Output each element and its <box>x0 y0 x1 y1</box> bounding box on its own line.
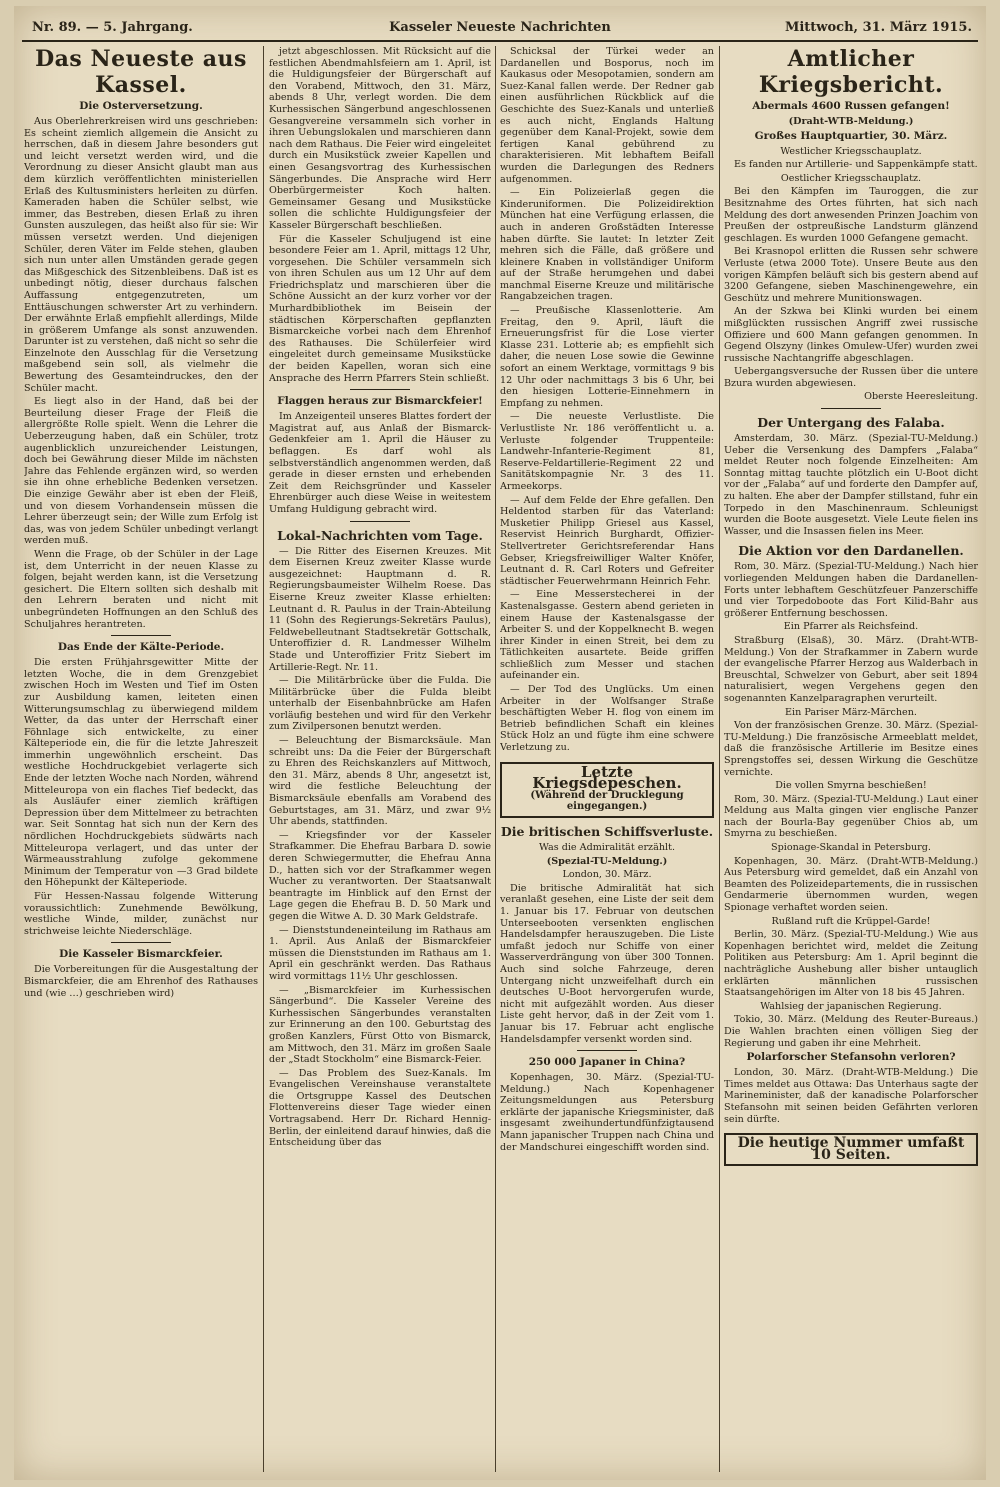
dateline: London, 30. März. <box>562 869 652 881</box>
banner-subtitle: (Während der Drucklegung eingegangen.) <box>530 789 684 813</box>
article-paragraph: Die britische Admiralität hat sich veranlaßt gesehen, eine Liste der seit dem 1. Januar bis 17. Februar von deutschen Unterseebooten versenkten englischen Handelsdampfer herauszugeben. Die Liste umfaßt jedoch nur Schiffe von einer Wasserverdrängung von über 300 Tonnen. Auch sind solche Fahrzeuge, deren Untergang nicht unzweifelhaft durch ein deutsches U-Boot hervorgerufen wurde, nicht mit aufgezählt worden. Aus dieser Liste geht hervor, daß in der Zeit vom 1. Januar bis 17. Februar acht englische Handelsdampfer versenkt worden sind. <box>500 882 714 1045</box>
column-1 <box>24 46 258 1474</box>
article-paragraph: — Auf dem Felde der Ehre gefallen. Den Heldentod starben für das Vaterland: Musketier Philipp Griesel aus Kassel, Reservist Heinrich Burghardt, Offizier-Stellvertreter Gerichtsreferendar Hans Gebser, Kriegsfreiwilliger Walter Knöfer, Leutnant d. R. Carl Roters und Gefreiter städtischer Feuerwehrmann Heinrich Fehr. <box>500 494 714 587</box>
divider <box>350 521 410 522</box>
article-paragraph: Für die Kasseler Schuljugend ist eine besondere Feier am 1. April, mittags 12 Uhr, vorgesehen. Die Schüler versammeln sich von ihren Schulen aus um 12 Uhr auf dem Friedrichsplatz und marschieren über die Schöne Aussicht an der kurz vorher vor der Murhardbibliothek im Beisein der städtischen Körperschaften gepflanzten Bismarckeiche vorbei nach dem Ehrenhof des Rathauses. Die Schülerfeier wird eingeleitet durch gemeinsame Musikstücke der beiden Kapellen, woran sich eine Ansprache des Herrn Pfarrers Stein schließt. <box>269 233 491 384</box>
column-rule <box>495 46 496 1472</box>
article-paragraph: — Die Militärbrücke über die Fulda. Die Militärbrücke über die Fulda bleibt unterhalb der Eisenbahnbrücke am Hafen vorläufig bestehen und wird für den Verkehr zum Zivilpersonen benutzt werden. <box>269 675 491 733</box>
column-4 <box>724 46 978 1474</box>
article-paragraph: — Beleuchtung der Bismarcksäule. Man schreibt uns: Da die Feier der Bürgerschaft zu Ehren des Reichskanzlers auf Mittwoch, den 31. März, abends 8 Uhr, angesetzt ist, wird die festliche Beleuchtung der Bismarcksäule ebenfalls am Vorabend des Geburtstages, am 31. März, und zwar 9½ Uhr abends, stattfinden. <box>269 735 491 828</box>
article-title: Der Untergang des Falaba. <box>757 415 945 431</box>
divider <box>111 942 171 943</box>
article-paragraph: Straßburg (Elsaß), 30. März. (Draht-WTB-Meldung.) Von der Strafkammer in Zabern wurde der evangelische Pfarrer Herzog aus Walderbach in Breuschtal, Schwelzer von Geburt, aber seit 1894 naturalisiert, wegen Vergehens gegen den sogenannten Kanzelparagraphen verurteilt. <box>724 634 978 704</box>
page-count-notice: Die heutige Nummer umfaßt 10 Seiten. <box>724 1133 978 1166</box>
source-note: (Spezial-TU-Meldung.) <box>546 855 668 867</box>
article-paragraph: — Die neueste Verlustliste. Die Verlustliste Nr. 186 veröffentlicht u. a. Verluste folgender Truppenteile: Landwehr-Infanterie-Regiment 81, Reserve-Feldartillerie-Regiment 22 und Sanitätskompagnie Nr. 3 des 11. Armeekorps. <box>500 411 714 492</box>
article-paragraph: London, 30. März. (Draht-WTB-Meldung.) Die Times meldet aus Ottawa: Das Unterhaus sagte der Marineminister, daß der kanadische Polarforscher Stefansohn mit seinen beiden Gefährten verloren sein dürfte. <box>724 1067 978 1125</box>
article-paragraph: Kopenhagen, 30. März. (Draht-WTB-Meldung.) Aus Petersburg wird gemeldet, daß ein Anzahl von Beamten des Polizeidepartements, die in russischen Gendarmerie übernommen wurden, wegen Spionage verhaftet worden seien. <box>724 855 978 914</box>
article-title: Wahlsieg der japanischen Regierung. <box>760 1000 942 1012</box>
article-paragraph: — Eine Messerstecherei in der Kastenalsgasse. Gestern abend gerieten in einem Hause der Kastenalsgasse der Arbeiter S. und der Koppelknecht B. wegen ihrer Kinder in einen Streit, bei dem zu Tätlichkeiten ausartete. Beide griffen schließlich zum Messer und stachen aufeinander ein. <box>500 589 714 682</box>
banner-title: Letzte Kriegsdepeschen. <box>532 762 682 793</box>
article-paragraph: — Der Tod des Unglücks. Um einen Arbeiter in der Wolfsanger Straße beschäftigten Weber H. flog von einem im Betrieb befindlichen Schaft ein kleines Stück Holz an und fügte ihm eine schwere Verletzung zu. <box>500 684 714 754</box>
theater-title: Oestlicher Kriegsschauplatz. <box>780 172 922 184</box>
divider <box>350 389 410 390</box>
column-2 <box>269 46 491 1474</box>
article-subtitle: Was die Admiralität erzählt. <box>538 842 675 853</box>
article-title: Das Ende der Kälte-Periode. <box>57 641 225 654</box>
article-paragraph: — Ein Polizeierlaß gegen die Kinderuniformen. Die Polizeidirektion München hat eine Verfügung erlassen, die auch in anderen Großstädten Interesse haben dürfte. Sie lautet: In letzter Zeit mehren sich die Fälle, daß größere und kleinere Knaben in vollständiger Uniform auf der Straße herumgehen und dabei manchmal Eiserne Kreuze und militärische Rangabzeichen tragen. <box>500 187 714 303</box>
column-rule <box>719 46 720 1472</box>
article-title: Ein Pariser März-Märchen. <box>785 706 917 718</box>
article-title: Rußland ruft die Krüppel-Garde! <box>771 915 931 927</box>
article-paragraph: Uebergangsversuche der Russen über die untere Bzura wurden abgewiesen. <box>724 366 978 389</box>
article-title: Abermals 4600 Russen gefangen! <box>752 100 950 112</box>
theater-title: Westlicher Kriegsschauplatz. <box>780 145 922 157</box>
source-note: (Draht-WTB-Meldung.) <box>788 116 914 127</box>
issue-number: Nr. 89. — 5. Jahrgang. <box>32 20 193 35</box>
article-paragraph: Schicksal der Türkei weder an Dardanellen und Bosporus, noch im Kaukasus oder Mesopotamien, sondern am Suez-Kanal fallen werde. Der Redner gab einen ausführlichen Rückblick auf die Geschichte des Suez-Kanals und unterließ es auch nicht, Englands Haltung gegenüber dem Kanal-Projekt, sowie dem fertigen Kanal gebührend zu charakterisieren. Mit lebhaftem Beifall wurden die Darlegungen des Redners aufgenommen. <box>500 46 714 185</box>
article-paragraph: Die Vorbereitungen für die Ausgestaltung der Bismarckfeier, die am Ehrenhof des Rathauses und (wie …) geschrieben wird) <box>24 964 258 999</box>
article-paragraph: Im Anzeigenteil unseres Blattes fordert der Magistrat auf, aus Anlaß der Bismarck-Gedenkfeier am 1. April die Häuser zu beflaggen. Es darf wohl als selbstverständlich angenommen werden, daß gerade in dieser ernsten und erhebenden Zeit dem Reichsgründer und Kasseler Ehrenbürger auch diese Weise in weitestem Umfang Huldigung gebracht wird. <box>269 411 491 515</box>
article-title: Die britischen Schiffsverluste. <box>500 824 714 839</box>
article-paragraph: Es liegt also in der Hand, daß bei der Beurteilung dieser Frage der Fleiß die allergrößte Rolle spielt. Wenn die Lehrer die Ueberzeugung haben, daß ein Schüler, trotz augenblicklich unzureichender Leistungen, doch bei Gewährung dieser Milde im nächsten Jahre das Fehlende ergänzen wird, so werden sie ihn ohne erhebliche Bedenken versetzen. Die einzige Gewähr aber ist eben der Fleiß, und von diesem Vorhandensein müssen die Lehrer überzeugt sein; der Wille zum Erfolg ist das, was von jedem Schüler unbedingt verlangt werden muß. <box>24 396 258 547</box>
article-title: Die Kasseler Bismarckfeier. <box>59 948 223 961</box>
war-dispatches-banner <box>500 762 714 818</box>
article-paragraph: Bei den Kämpfen im Tauroggen, die zur Besitznahme des Ortes führten, hat sich nach Meldung des dort anwesenden Prinzen Joachim von Preußen der ostpreußische Landsturm glänzend geschlagen. Es wurden 1000 Gefangene gemacht. <box>724 186 978 244</box>
article-paragraph: Tokio, 30. März. (Meldung des Reuter-Bureaus.) Die Wahlen brachten einen völligen Sieg der Regierung und gaben ihr eine Mehrheit. <box>724 1014 978 1049</box>
article-title: Spionage-Skandal in Petersburg. <box>771 842 931 854</box>
article-paragraph: jetzt abgeschlossen. Mit Rücksicht auf die festlichen Abendmahlsfeiern am 1. April, ist die Huldigungsfeier der Bürgerschaft auf den Vorabend, Mittwoch, den 31. März, abends 8 Uhr, verlegt worden. Die dem Kurhessischen Sängerbund angeschlossenen Gesangvereine versammeln sich vorher in ihren Uebungslokalen und marschieren dann nach dem Rathaus. Die Feier wird eingeleitet durch ein Musikstück zweier Kapellen und einen Gesangsvortrag des Kurhessischen Sängerbundes. Die Ansprache wird Herr Oberbürgermeister Koch halten. Gemeinsamer Gesang und Musikstücke sollen die schlichte Huldigungsfeier der Kasseler Bürgerschaft beschließen. <box>269 46 491 231</box>
article-paragraph: — Kriegsfinder vor der Kasseler Strafkammer. Die Ehefrau Barbara D. sowie deren Schwiegermutter, die Ehefrau Anna D., hatten sich vor der Strafkammer wegen Wucher zu verantworten. Der Staatsanwalt beantragte im Hinblick auf den Ernst der Lage gegen die Ehefrau B. D. 50 Mark und gegen die Witwe A. D. 30 Mark Geldstrafe. <box>269 829 491 922</box>
divider <box>821 408 881 409</box>
article-paragraph: Es fanden nur Artillerie- und Sappenkämpfe statt. <box>734 159 978 171</box>
divider <box>577 1050 637 1051</box>
article-title: 250 000 Japaner in China? <box>528 1056 686 1069</box>
divider <box>111 635 171 636</box>
article-paragraph: An der Szkwa bei Klinki wurden bei einem mißglückten russischen Angriff zwei russische Offiziere und 600 Mann gefangen genommen. In Gegend Olszyny (linkes Omulew-Ufer) wurden zwei russische Nachtangriffe abgeschlagen. <box>724 306 978 364</box>
signature: Oberste Heeresleitung. <box>864 391 978 403</box>
article-title: Ein Pfarrer als Reichsfeind. <box>783 621 919 633</box>
article-paragraph: Für Hessen-Nassau folgende Witterung voraussichtlich: Zunehmende Bewölkung, westliche Winde, milder, zunächst nur strichweise leichte Niederschläge. <box>24 891 258 937</box>
article-paragraph: — „Bismarckfeier im Kurhessischen Sängerbund“. Die Kasseler Vereine des Kurhessischen Sängerbundes veranstalten zur Erinnerung an den 100. Geburtstag des großen Kanzlers, Fürst Otto von Bismarck, am Mittwoch, den 31. März im großen Saale der „Stadt Stockholm“ eine Bismarck-Feier. <box>269 984 491 1066</box>
article-paragraph: Die ersten Frühjahrsgewitter Mitte der letzten Woche, die in dem Grenzgebiet zwischen Hoch im Westen und Tief im Osten zur Ausbildung kamen, leiteten einen Witterungsumschlag zu überwiegend mildem Wetter, da das unter der Herrschaft einer Föhnlage sich entwickelte, zu einer Kälteperiode ein, die für die letzte Jahreszeit immerhin ungewöhnlich erscheint. Das westliche Hochdruckgebiet verlagerte sich Ende der letzten Woche nach Norden, während Mitteleuropa von ein flaches Tief bedeckt, das als Ausläufer einer ziemlich kräftigen Depression über dem Mittelmeer zu betrachten war. Seit Sonntag hat sich nun der Kern des nördlichen Hochdruckgebiets südwärts nach Mitteleuropa verlagert, und das unter der Wärmeausstrahlung zufolge gekommene Minimum der Temperatur von —3 Grad bildete den Höhepunkt der Kälteperiode. <box>24 657 258 889</box>
article-paragraph: Rom, 30. März. (Spezial-TU-Meldung.) Laut einer Meldung aus Malta gingen vier englische Panzer nach der Bourla-Bay gegenüber Chios ab, um Smyrna zu beschießen. <box>724 793 978 840</box>
section-headline: Amtlicher Kriegsbericht. <box>758 46 944 98</box>
article-title: Die vollen Smyrna beschießen! <box>775 780 927 792</box>
article-paragraph: — Dienststundeneinteilung im Rathaus am 1. April. Aus Anlaß der Bismarckfeier müssen die Dienststunden im Rathaus am 1. April ein geschränkt werden. Das Rathaus wird vormittags 11½ Uhr geschlossen. <box>269 924 491 982</box>
masthead <box>22 16 978 42</box>
article-title: Flaggen heraus zur Bismarckfeier! <box>277 395 483 408</box>
article-paragraph: Berlin, 30. März. (Spezial-TU-Meldung.) Wie aus Kopenhagen berichtet wird, meldet die Zeitung Politiken aus Petersburg: Am 1. April beginnt die nachträgliche Aushebung aller bisher untauglich erklärten männlichen russischen Staatsangehörigen im Alter von 18 bis 45 Jahren. <box>724 929 978 999</box>
article-paragraph: — Die Ritter des Eisernen Kreuzes. Mit dem Eisernen Kreuz zweiter Klasse wurde ausgezeichnet: Hauptmann d. R. Regierungsbaumeister Wilhelm Roese. Das Eiserne Kreuz zweiter Klasse erhielten: Leutnant d. R. Paulus in der Train-Abteilung 11 (Sohn des Regierungs-Sekretärs Paulus), Feldwebelleutnant Stadtsekretär Gottschalk, Unteroffizier d. R. Landmesser Wilhelm Stade und Unteroffizier Fritz Siebert im Artillerie-Regt. Nr. 11. <box>269 545 491 673</box>
article-paragraph: Rom, 30. März. (Spezial-TU-Meldung.) Nach hier vorliegenden Meldungen haben die Dardanellen-Forts unter lebhaftem Geschützfeuer Panzerschiffe und vier Torpedoboote das Fort Kilid-Bahr aus größerer Entfernung beschossen. <box>724 561 978 619</box>
article-title: Polarforscher Stefansohn verloren? <box>746 1051 956 1064</box>
article-paragraph: Bei Krasnopol erlitten die Russen sehr schwere Verluste (etwa 2000 Tote). Unsere Beute aus den vorigen Kämpfen beläuft sich bis gestern abend auf 3200 Gefangene, sieben Maschinengewehre, ein Geschütz und mehrere Munitionswagen. <box>724 246 978 304</box>
article-title: Die Aktion vor den Dardanellen. <box>738 543 964 559</box>
article-paragraph: Von der französischen Grenze. 30. März. (Spezial-TU-Meldung.) Die französische Armeeblatt meldet, daß die französische Artillerie im Besitze eines Sprengstoffes sei, dessen Wirkung die Geschütze vernichte. <box>724 720 978 778</box>
article-paragraph: Kopenhagen, 30. März. (Spezial-TU-Meldung.) Nach Kopenhagener Zeitungsmeldungen aus Petersburg erklärte der japanische Kriegsminister, daß insgesamt zweihundertundfünfzigtausend Mann japanischer Truppen nach China und der Mandschurei eingeschifft worden sind. <box>500 1072 714 1153</box>
article-paragraph: Amsterdam, 30. März. (Spezial-TU-Meldung.) Ueber die Versenkung des Dampfers „Falaba“ meldet Reuter noch folgende Einzelheiten: Am Sonntag mittag tauchte plötzlich ein U-Boot dicht vor der „Falaba“ auf und forderte den Dampfer auf, zu halten. Ehe aber der Dampfer stillstand, fuhr ein Torpedo in den Maschinenraum. Schleunigst wurden die Boote ausgesetzt. Viele Leute fielen ins Wasser, und die Insassen fielen ins Meer. <box>724 433 978 537</box>
section-headline: Das Neueste aus Kassel. <box>35 46 247 98</box>
article-paragraph: Wenn die Frage, ob der Schüler in der Lage ist, dem Unterricht in der neuen Klasse zu folgen, bejaht werden kann, ist die Versetzung gesichert. Die Eltern sollten sich deshalb mit den Lehrern beraten und nicht mit unbegründeten Hoffnungen an den Schluß des Schuljahres herantreten. <box>24 548 258 630</box>
column-3 <box>500 46 714 1474</box>
column-rule <box>263 46 264 1472</box>
issue-date: Mittwoch, 31. März 1915. <box>784 20 972 35</box>
article-paragraph: — Das Problem des Suez-Kanals. Im Evangelischen Vereinshause veranstaltete die Ortsgruppe Kassel des Deutschen Flottenvereins dieser Tage wieder einen Vortragsabend. Herr Dr. Richard Hennig-Berlin, der einleitend darauf hinwies, daß die Entscheidung über das <box>269 1067 491 1149</box>
newspaper-page <box>14 6 986 1480</box>
article-paragraph: Aus Oberlehrerkreisen wird uns geschrieben: Es scheint ziemlich allgemein die Ansicht zu herrschen, daß in diesem Jahre besonders gut und leicht versetzt werden wird, und die Verordnung zu dieser Ansicht glaubt man aus dem kürzlich veröffentlichten ministeriellen Erlaß des Kultusministers herleiten zu dürfen. Kameraden haben die Schüler selbst, wie immer, das Bestreben, diesen Erlaß zu ihren Gunsten auszulegen, das heißt also für sie: Wir müssen versetzt werden. Und diejenigen Schüler, deren Väter im Felde stehen, glauben sich nun unter allen Umständen gerade gegen das Mißgeschick des Sitzenbleibens. Daß ist es unbedingt nötig, dieser durchaus falschen Auffassung entgegenzutreten, um Enttäuschungen schwerster Art zu verhindern. Der erwähnte Erlaß empfiehlt allerdings, Milde in größerem Umfange als sonst anzuwenden. Darunter ist zu verstehen, daß nicht so sehr die Einzelnote den Ausschlag für die Versetzung maßgebend sein soll, als vielmehr die Bewertung des Gesamteindruckes, den der Schüler macht. <box>24 116 258 394</box>
article-title: Die Osterversetzung. <box>79 100 203 112</box>
article-paragraph: — Preußische Klassenlotterie. Am Freitag, den 9. April, läuft die Erneuerungsfrist für die Lose vierter Klasse 231. Lotterie ab; es empfiehlt sich daher, die neuen Lose sowie die Gewinne sofort an einem Werktage, vormittags 9 bis 12 Uhr oder nachmittags 3 bis 6 Uhr, bei den hiesigen Lotterie-Einnehmern in Empfang zu nehmen. <box>500 305 714 409</box>
section-title: Lokal-Nachrichten vom Tage. <box>277 527 483 543</box>
dateline: Großes Hauptquartier, 30. März. <box>754 129 948 142</box>
newspaper-name: Kasseler Neueste Nachrichten <box>389 20 611 35</box>
